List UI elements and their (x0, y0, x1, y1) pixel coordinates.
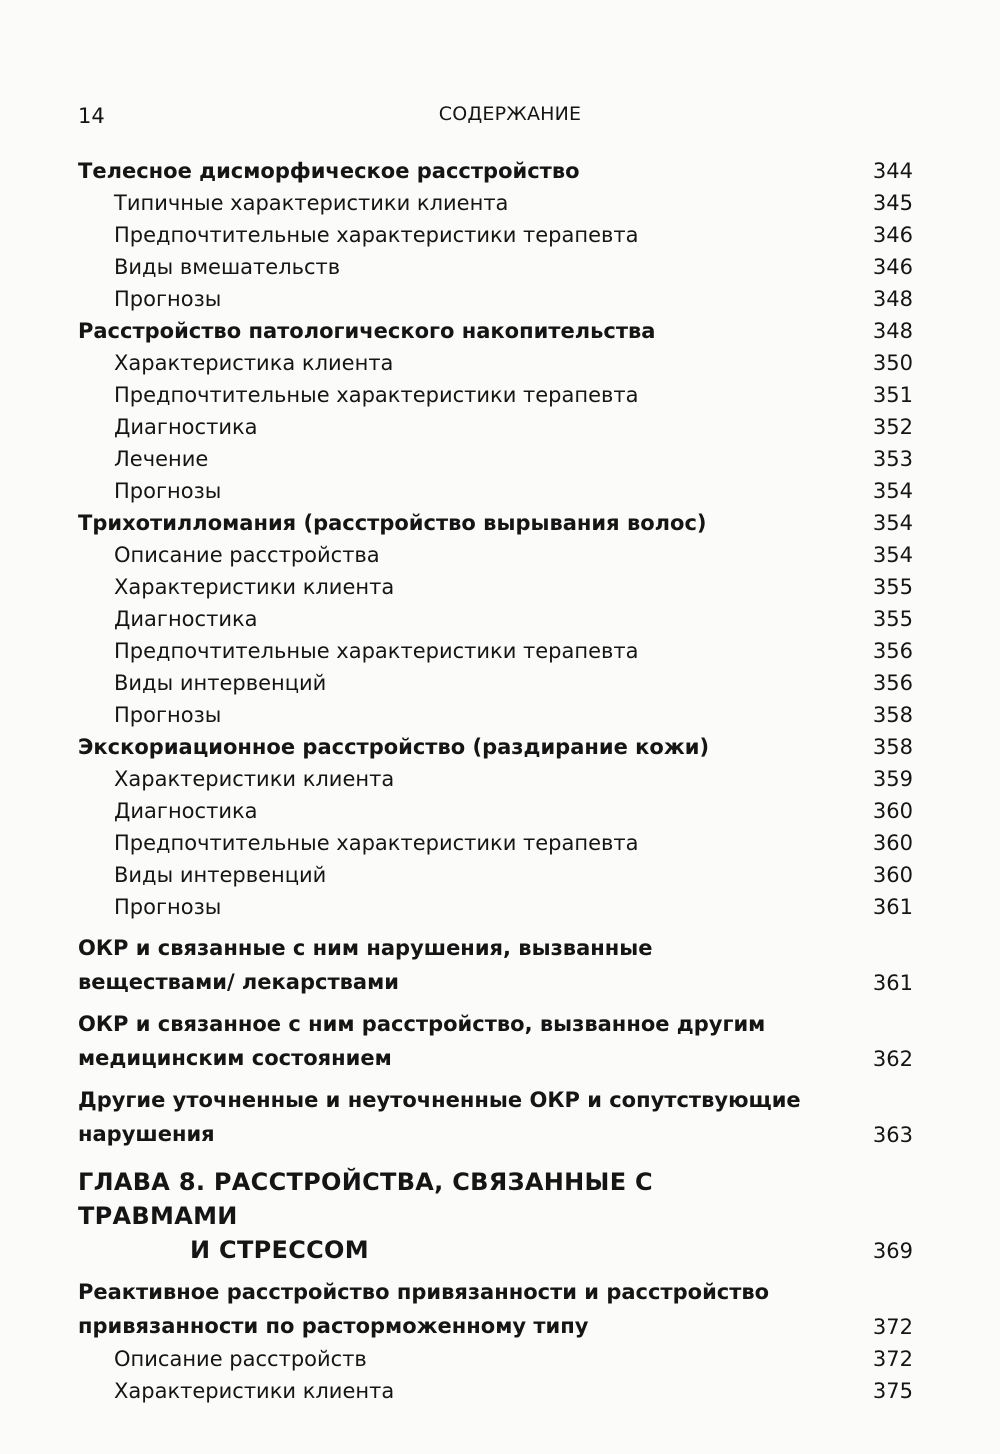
toc-page: 358 (872, 703, 913, 727)
toc-page: 352 (872, 415, 913, 439)
toc-page: 344 (872, 159, 913, 183)
toc-title: ОКР и связанное с ним расстройство, вызванное другим медицинским состоянием (78, 1012, 766, 1070)
running-title: СОДЕРЖАНИЕ (438, 103, 582, 125)
toc-title: Описание расстройства (114, 543, 380, 567)
toc-section (78, 315, 918, 347)
toc-title: Прогнозы (114, 287, 222, 311)
toc-subsection (78, 571, 918, 603)
toc-title: Прогнозы (114, 895, 222, 919)
toc-page: 346 (872, 255, 913, 279)
toc-title: Реактивное расстройство привязанности и расстройство привязанности по расторможенному типу (78, 1280, 770, 1338)
toc-subsection (78, 1375, 918, 1407)
toc-subsection (78, 379, 918, 411)
toc-page: 361 (872, 971, 913, 995)
toc-section (78, 731, 918, 763)
toc-subsection (78, 251, 918, 283)
toc-page: 348 (872, 319, 913, 343)
toc-title: Расстройство патологического накопительства (78, 319, 656, 343)
toc-title: Типичные характеристики клиента (114, 191, 509, 215)
toc-subsection (78, 219, 918, 251)
toc-subsection (78, 411, 918, 443)
chapter-title-line: ГЛАВА 8. РАССТРОЙСТВА, СВЯЗАННЫЕ С ТРАВМАМИ (78, 1168, 653, 1230)
toc-section (78, 1007, 918, 1075)
toc-page: 358 (872, 735, 913, 759)
toc-title: Диагностика (114, 799, 258, 823)
toc-title: Предпочтительные характеристики терапевта (114, 639, 639, 663)
toc-page: 360 (872, 863, 913, 887)
chapter-title (78, 1165, 813, 1267)
toc-subsection (78, 827, 918, 859)
toc-title: Характеристики клиента (114, 575, 395, 599)
toc-page: 363 (872, 1123, 913, 1147)
toc-title: Предпочтительные характеристики терапевта (114, 223, 639, 247)
chapter-title-line: И СТРЕССОМ (190, 1236, 369, 1264)
toc-page: 359 (872, 767, 913, 791)
toc-page: 361 (872, 895, 913, 919)
toc-page: 355 (872, 607, 913, 631)
toc-page: 353 (872, 447, 913, 471)
toc-section (78, 1275, 918, 1343)
toc-page: 372 (872, 1315, 913, 1339)
toc-title: Диагностика (114, 415, 258, 439)
toc-page: 354 (872, 511, 913, 535)
toc-title: Виды интервенций (114, 671, 327, 695)
toc-title: Прогнозы (114, 703, 222, 727)
toc-title: Другие уточненные и неуточненные ОКР и сопутствующие нарушения (78, 1088, 801, 1146)
toc-subsection (78, 859, 918, 891)
toc-subsection (78, 475, 918, 507)
toc-title: Описание расстройств (114, 1347, 367, 1371)
toc-subsection (78, 347, 918, 379)
toc-section (78, 1083, 918, 1151)
toc-page: 351 (872, 383, 913, 407)
toc-title: Экскориационное расстройство (раздирание кожи) (78, 735, 710, 759)
page-number: 14 (78, 104, 105, 128)
toc-subsection (78, 283, 918, 315)
toc-page: 356 (872, 671, 913, 695)
toc-page: 354 (872, 479, 913, 503)
toc-title: Прогнозы (114, 479, 222, 503)
toc-section (78, 155, 918, 187)
toc-page: 345 (872, 191, 913, 215)
toc-page: 369 (872, 1239, 913, 1263)
toc-subsection (78, 667, 918, 699)
toc-title: Предпочтительные характеристики терапевта (114, 383, 639, 407)
toc-page: 346 (872, 223, 913, 247)
toc-page: 354 (872, 543, 913, 567)
toc-page: 356 (872, 639, 913, 663)
toc-subsection (78, 443, 918, 475)
toc-page: 360 (872, 799, 913, 823)
toc-page: 372 (872, 1347, 913, 1371)
toc-subsection (78, 1343, 918, 1375)
toc-subsection (78, 699, 918, 731)
toc-page: 362 (872, 1047, 913, 1071)
toc-title: Трихотилломания (расстройство вырывания волос) (78, 511, 707, 535)
toc-subsection (78, 603, 918, 635)
toc-page: 375 (872, 1379, 913, 1403)
table-of-contents (78, 155, 918, 1407)
toc-title: Характеристики клиента (114, 767, 395, 791)
toc-title: Характеристики клиента (114, 1379, 395, 1403)
toc-subsection (78, 763, 918, 795)
toc-title: ОКР и связанные с ним нарушения, вызванные веществами/ лекарствами (78, 936, 653, 994)
toc-section (78, 931, 918, 999)
toc-title: Характеристика клиента (114, 351, 394, 375)
toc-subsection (78, 187, 918, 219)
toc-title: Виды интервенций (114, 863, 327, 887)
toc-page: 350 (872, 351, 913, 375)
toc-title: Диагностика (114, 607, 258, 631)
toc-title: Виды вмешательств (114, 255, 341, 279)
toc-subsection (78, 539, 918, 571)
toc-section (78, 507, 918, 539)
toc-chapter (78, 1165, 918, 1267)
toc-page: 360 (872, 831, 913, 855)
toc-subsection (78, 891, 918, 923)
toc-page: 348 (872, 287, 913, 311)
toc-title: Лечение (114, 447, 209, 471)
toc-subsection (78, 635, 918, 667)
toc-title: Телесное дисморфическое расстройство (78, 159, 580, 183)
toc-page: 355 (872, 575, 913, 599)
toc-title: Предпочтительные характеристики терапевта (114, 831, 639, 855)
toc-subsection (78, 795, 918, 827)
